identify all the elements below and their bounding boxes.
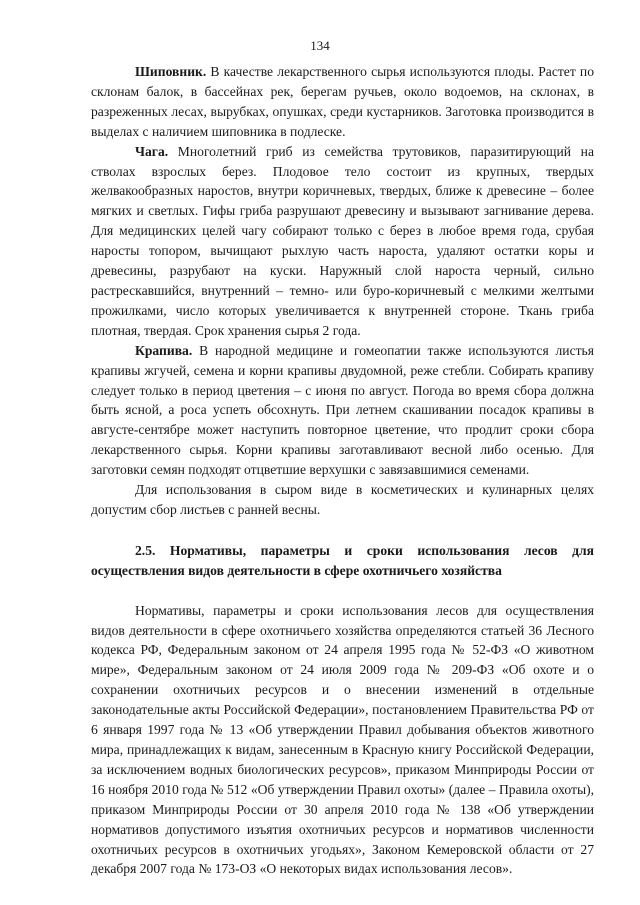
paragraph-chaga xyxy=(91,142,594,341)
section-body: Нормативы, параметры и сроки использования лесов для осуществления видов деятельности в сфере охотничьего хозяйства определяются статьей 36 Лесного кодекса РФ, Федеральным законом от 24 апреля 1995 года № 52-ФЗ «О животном мире», Федеральным законом от 24 июля 2009 года № 209-ФЗ «Об охоте и о сохранении охотничьих ресурсов и о внесении изменений в отдельные законодательные акты Российской Федерации», постановлением Правительства РФ от 6 января 1997 года № 13 «Об утверждении Правил добывания объектов животного мира, принадлежащих к видам, занесенным в Красную книгу Российской Федерации, за исключением водных биологических ресурсов», приказом Минприроды России от 16 ноября 2010 года № 512 «Об утверждении Правил охоты» (далее – Правила охоты), приказом Минприроды России от 30 апреля 2010 года № 138 «Об утверждении нормативов допустимого изъятия охотничьих ресурсов и нормативов численности охотничьих ресурсов в охотничьих угодьях», Законом Кемеровской области от 27 декабря 2007 года № 173-ОЗ «О некоторых видах использования лесов». xyxy=(91,602,594,877)
paragraph-nettle xyxy=(91,341,594,480)
section-spacer-2 xyxy=(91,581,594,601)
term-chaga: Чага. xyxy=(135,143,169,159)
term-nettle: Крапива. xyxy=(135,342,193,358)
page-content xyxy=(91,62,594,879)
page-number: 134 xyxy=(310,38,330,53)
term-rosehip: Шиповник. xyxy=(135,64,207,79)
paragraph-raw-use: Для использования в сыром виде в косметических и кулинарных целях допустим сбор листьев с ранней весны. xyxy=(91,482,594,517)
rosehip-text: В качестве лекарственного сырья используются плоды. Растет по склонам балок, в бассейнах рек, берегам ручьев, около водоемов, на склонах, в разреженных лесах, вырубках, опушках, среди кустарников. Заготовка производится в выделах с наличием шиповника в подлеске. xyxy=(91,64,594,139)
section-heading: 2.5. Нормативы, параметры и сроки использования лесов для осуществления видов деятельности в сфере охотничьего хозяйства xyxy=(91,542,594,578)
paragraph-rosehip xyxy=(91,62,594,142)
nettle-text: В народной медицине и гомеопатии также используются листья крапивы жгучей, семена и корни крапивы двудомной, реже стебли. Собирать крапиву следует только в период цветения – с июня по август. Погода во время сбора должна быть ясной, а роса успеть обсохнуть. При летнем скашивании посадок крапивы в августе-сентябре может наступить повторное цветение, что продлит сроки сбора лекарственного сырья. Корни крапивы заготавливают весной либо осенью. Для заготовки семян подходят отцветшие верхушки с завязавшимися семенами. xyxy=(91,342,594,478)
section-spacer xyxy=(91,520,594,541)
chaga-text: Многолетний гриб из семейства трутовиков, паразитирующий на стволах взрослых берез. Плодовое тело состоит из крупных, твердых желвакообразных наростов, внутри коричневых, твердых, ближе к древесине – более мягких и светлых. Гифы гриба разрушают древесину и вызывают загнивание дерева. Для медицинских целей чагу собирают только с берез в любое время года, срубая наросты топором, вычищают рыхлую часть нароста, удаляют остатки коры и древесины, разрубают на куски. Наружный слой нароста черный, сильно растрескавшийся, внутренний – темно- или буро-коричневый с мелкими желтыми прожилками, число которых увеличивается к внутренней стороне. Ткань гриба плотная, твердая. Срок хранения сырья 2 года. xyxy=(91,143,594,338)
